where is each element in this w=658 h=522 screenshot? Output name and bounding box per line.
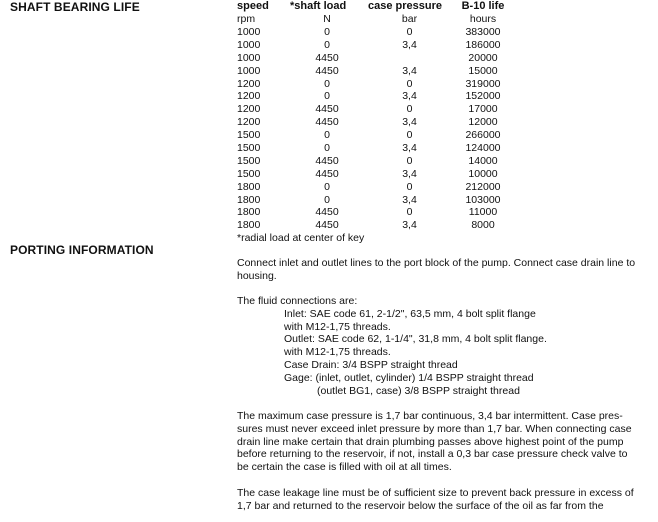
text-line: sures must never exceed inlet pressure by more than 1,7 bar. When connecting case — [237, 422, 632, 435]
table-row — [237, 103, 514, 116]
cell-speed: 1800 — [237, 180, 261, 193]
cell-shaft-load: 0 — [324, 26, 330, 38]
column-header-shaft-load: *shaft load — [290, 0, 347, 12]
cell-shaft-load: 4450 — [315, 51, 339, 64]
connection-line: Case Drain: 3/4 BSPP straight thread — [284, 358, 458, 371]
table-row — [237, 181, 514, 194]
cell-speed: 1800 — [237, 219, 261, 232]
unit-b10-life: hours — [469, 13, 497, 25]
cell-shaft-load: 4450 — [315, 154, 339, 167]
cell-b10-life: 186000 — [465, 38, 501, 51]
cell-speed: 1000 — [237, 51, 261, 64]
cell-shaft-load: 4450 — [315, 64, 339, 77]
cell-b10-life: 383000 — [465, 26, 501, 38]
text-line: drain line make certain that drain plumbing passes above highest point of the pump — [237, 435, 624, 448]
cell-shaft-load: 0 — [324, 38, 330, 51]
table-row — [237, 78, 514, 91]
cell-shaft-load: 4450 — [315, 206, 339, 219]
table-row — [237, 129, 514, 142]
table-row — [237, 206, 514, 219]
cell-case-pressure: 3,4 — [402, 90, 417, 103]
cell-b10-life: 12000 — [468, 116, 498, 129]
cell-case-pressure: 3,4 — [402, 38, 417, 51]
section-heading-shaft-bearing-life: SHAFT BEARING LIFE — [10, 0, 140, 14]
cell-shaft-load: 4450 — [315, 167, 339, 180]
cell-speed: 1500 — [237, 154, 261, 167]
table-footnote: *radial load at center of key — [237, 232, 365, 245]
cell-case-pressure: 3,4 — [402, 167, 417, 180]
table-row — [237, 142, 514, 155]
cell-shaft-load: 0 — [324, 142, 330, 155]
cell-case-pressure: 0 — [406, 154, 413, 167]
cell-speed: 1500 — [237, 142, 261, 155]
cell-speed: 1500 — [237, 129, 261, 142]
bearing-life-table — [237, 0, 514, 245]
cell-speed: 1200 — [237, 103, 261, 116]
cell-case-pressure: 3,4 — [402, 219, 417, 232]
cell-speed: 1000 — [237, 38, 261, 51]
cell-shaft-load: 4450 — [315, 103, 339, 116]
text-line: The case leakage line must be of sufficient size to prevent back pressure in excess of — [237, 487, 634, 499]
connection-line: Outlet: SAE code 62, 1-1/4", 31,8 mm, 4 bolt split flange. — [284, 333, 547, 346]
cell-case-pressure: 0 — [406, 206, 413, 219]
section-heading-porting-information: PORTING INFORMATION — [10, 243, 154, 257]
cell-b10-life: 103000 — [465, 193, 501, 206]
cell-case-pressure: 0 — [406, 180, 413, 193]
table-header-row — [237, 0, 514, 13]
cell-case-pressure: 0 — [406, 77, 413, 90]
cell-b10-life: 20000 — [468, 51, 498, 64]
cell-case-pressure: 3,4 — [402, 116, 417, 129]
connection-line: (outlet BG1, case) 3/8 BSPP straight thread — [317, 384, 520, 397]
cell-speed: 1200 — [237, 116, 261, 129]
table-units-row — [237, 13, 514, 26]
connection-line: Inlet: SAE code 61, 2-1/2", 63,5 mm, 4 bolt split flange — [284, 307, 536, 320]
text-line: The maximum case pressure is 1,7 bar continuous, 3,4 bar intermittent. Case pres- — [237, 410, 623, 422]
cell-b10-life: 319000 — [465, 77, 501, 90]
cell-shaft-load: 0 — [324, 77, 330, 90]
text-line: 1,7 bar and returned to the reservoir below the surface of the oil as far from the — [237, 499, 604, 512]
cell-speed: 1200 — [237, 77, 261, 90]
column-header-b10-life: B-10 life — [461, 0, 505, 12]
table-row — [237, 26, 514, 39]
table-row — [237, 116, 514, 129]
cell-case-pressure: 0 — [406, 103, 413, 116]
table-row — [237, 219, 514, 232]
cell-speed: 1800 — [237, 193, 261, 206]
text-line: be certain the case is filled with oil at all times. — [237, 461, 452, 474]
cell-case-pressure: 3,4 — [402, 193, 417, 206]
cell-speed: 1500 — [237, 167, 261, 180]
cell-speed: 1000 — [237, 26, 261, 38]
connections-title: The fluid connections are: — [237, 295, 358, 307]
cell-speed: 1000 — [237, 64, 261, 77]
table-row — [237, 65, 514, 78]
connections-paragraph — [237, 295, 547, 397]
text-line: before returning to the reservoir, if not, install a 0,3 bar case pressure check valve to — [237, 448, 628, 461]
cell-shaft-load: 0 — [324, 180, 330, 193]
cell-b10-life: 152000 — [465, 90, 501, 103]
case-leakage-paragraph — [237, 487, 634, 513]
table-row — [237, 155, 514, 168]
cell-b10-life: 15000 — [468, 64, 498, 77]
cell-case-pressure: 0 — [406, 26, 413, 38]
text-line: Connect inlet and outlet lines to the port block of the pump. Connect case drain line to — [237, 257, 636, 269]
cell-shaft-load: 0 — [324, 90, 330, 103]
cell-shaft-load: 4450 — [315, 219, 339, 232]
cell-case-pressure: 3,4 — [402, 64, 417, 77]
table-row — [237, 52, 514, 65]
cell-shaft-load: 0 — [324, 193, 330, 206]
unit-speed: rpm — [237, 13, 256, 25]
cell-case-pressure: 0 — [406, 129, 413, 142]
table-row — [237, 90, 514, 103]
cell-shaft-load: 4450 — [315, 116, 339, 129]
cell-case-pressure: 3,4 — [402, 142, 417, 155]
cell-b10-life: 212000 — [465, 180, 501, 193]
table-body — [237, 26, 514, 232]
connection-line: with M12-1,75 threads. — [284, 346, 391, 359]
table-row — [237, 194, 514, 207]
cell-shaft-load: 0 — [324, 129, 330, 142]
text-line: housing. — [237, 269, 277, 282]
cell-speed: 1800 — [237, 206, 261, 219]
connection-line: with M12-1,75 threads. — [284, 320, 391, 333]
cell-b10-life: 10000 — [468, 167, 498, 180]
cell-b10-life: 124000 — [465, 142, 501, 155]
cell-b10-life: 17000 — [468, 103, 498, 116]
unit-case-pressure: bar — [401, 13, 418, 25]
case-pressure-paragraph — [237, 410, 632, 474]
cell-b10-life: 8000 — [471, 219, 495, 232]
unit-shaft-load: N — [323, 13, 331, 25]
connection-line: Gage: (inlet, outlet, cylinder) 1/4 BSPP straight thread — [284, 371, 534, 384]
table-row — [237, 168, 514, 181]
column-header-case-pressure: case pressure — [368, 0, 442, 12]
column-header-speed: speed — [237, 0, 269, 12]
cell-b10-life: 266000 — [465, 129, 501, 142]
intro-paragraph — [237, 257, 635, 283]
cell-b10-life: 11000 — [468, 206, 498, 219]
table-row — [237, 39, 514, 52]
cell-case-pressure — [367, 52, 452, 65]
cell-b10-life: 14000 — [468, 154, 498, 167]
cell-speed: 1200 — [237, 90, 261, 103]
